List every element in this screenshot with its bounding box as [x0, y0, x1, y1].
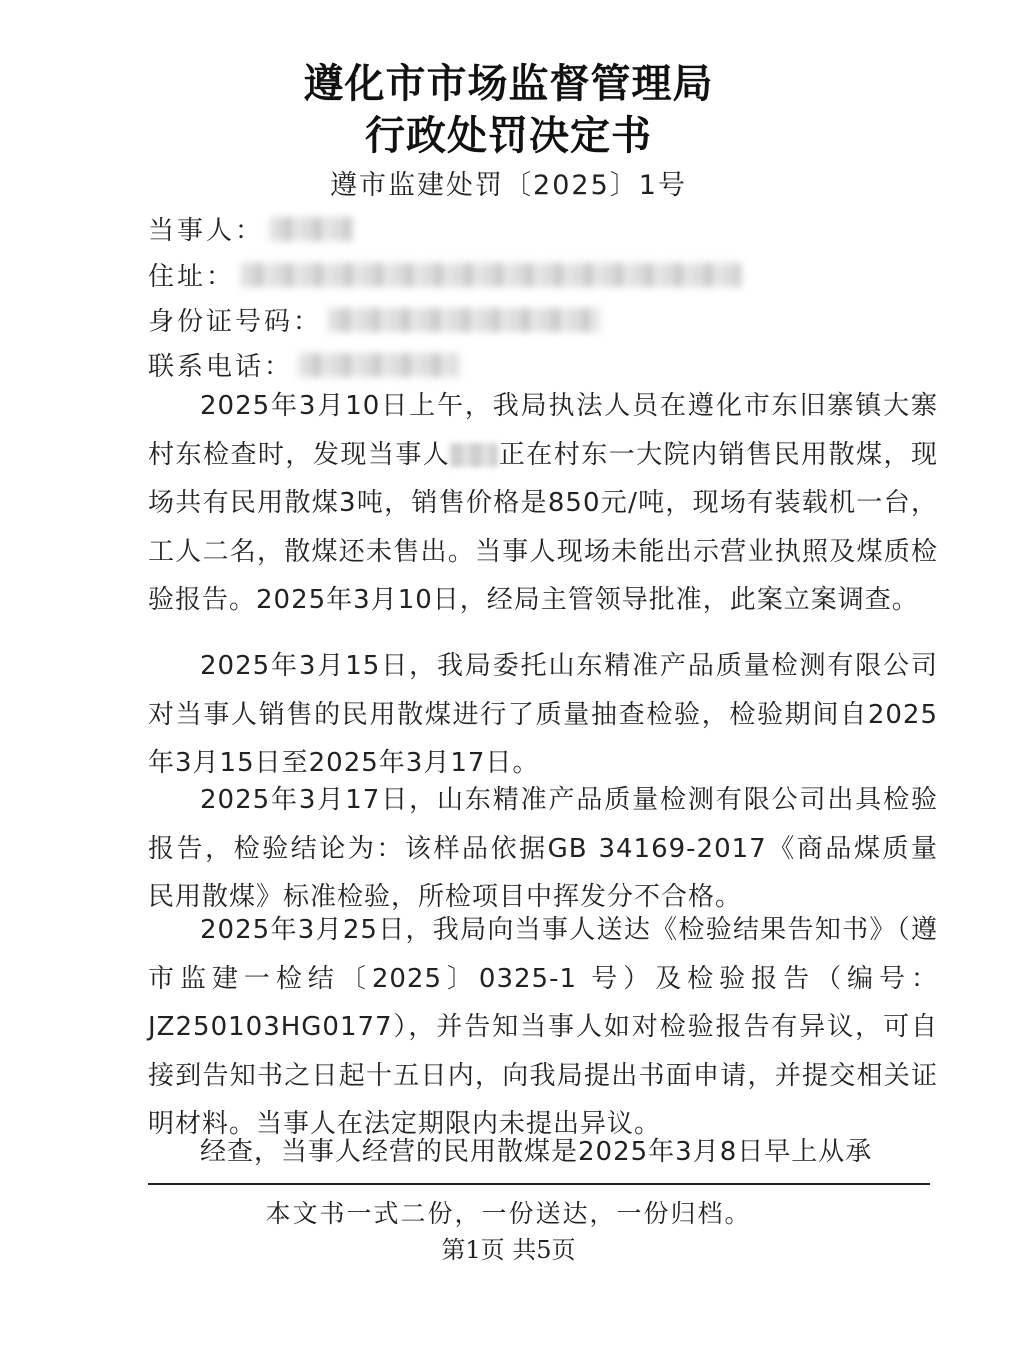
body-paragraph-2: 2025年3月15日，我局委托山东精准产品质量检测有限公司对当事人销售的民用散煤进行了质量抽查检验，检验期间自2025年3月15日至2025年3月17日。 [148, 651, 938, 778]
phone-redacted [299, 353, 459, 377]
phone-label: 联系电话： [148, 352, 294, 382]
id-label: 身份证号码： [148, 307, 323, 337]
id-redacted [328, 308, 600, 332]
agency-title: 遵化市市场监督管理局 [303, 60, 714, 107]
party-label: 当事人： [148, 216, 265, 246]
party-field [148, 210, 352, 247]
address-redacted [241, 263, 741, 287]
party-redacted [270, 217, 352, 241]
body-paragraph-1 [148, 382, 938, 625]
document-type-title: 行政处罚决定书 [365, 112, 652, 159]
body-paragraph-1-part-a: 2025年3月10日上午，我局执法人员在遵化市东旧寨镇大寨村东检查时，发现当事人 [148, 391, 938, 470]
body-paragraph-1-part-b: 正在村东一大院内销售民用散煤，现场共有民用散煤3吨，销售价格是850元/吨，现场有装载机一台，工人二名，散煤还未售出。当事人现场未能出示营业执照及煤质检验报告。2025年3月10日，经局主管领导批准，此案立案调查。 [148, 439, 938, 615]
body-paragraph-5: 经查，当事人经营的民用散煤是2025年3月8日早上从承 [200, 1137, 873, 1167]
document-number: 遵市监建处罚〔2025〕1号 [330, 170, 687, 201]
page-number: 第1页 共5页 [441, 1236, 576, 1264]
phone-field [148, 346, 459, 383]
body-paragraph-3: 2025年3月17日，山东精准产品质量检测有限公司出具检验报告，检验结论为：该样品依据GB 34169-2017《商品煤质量 民用散煤》标准检验，所检项目中挥发分不合格。 [148, 785, 938, 912]
copies-note: 本文书一式二份，一份送达，一份归档。 [265, 1199, 752, 1228]
party-name-redacted [450, 443, 498, 467]
footer-divider [148, 1183, 930, 1185]
address-label: 住址： [148, 262, 236, 292]
body-paragraph-4: 2025年3月25日，我局向当事人送达《检验结果告知书》（遵市监建一检结〔2025〕0325-1 号）及检验报告（编号：JZ250103HG0177），并告知当事人如对检验报告有异议，可自接到告知书之日起十五日内，向我局提出书面申请，并提交相关证明材料。当事人在法定期限内未提出异议。 [148, 915, 938, 1139]
id-field [148, 301, 600, 338]
address-field [148, 256, 741, 293]
